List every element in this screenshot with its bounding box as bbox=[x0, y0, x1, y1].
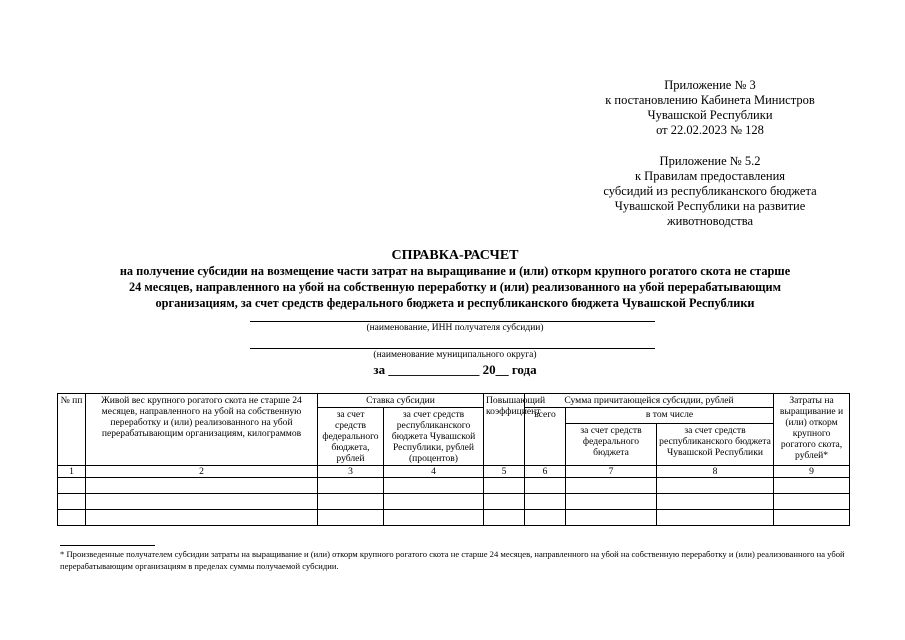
table-row bbox=[58, 478, 850, 494]
header-no: № пп bbox=[58, 394, 86, 466]
table-cell[interactable] bbox=[657, 478, 774, 494]
document-title: СПРАВКА-РАСЧЕТ bbox=[391, 248, 519, 263]
table-cell[interactable] bbox=[566, 510, 657, 526]
header-sum-federal: за счет средств федерального бюджета bbox=[566, 424, 657, 466]
appendix-5-2-line: к Правилам предоставления bbox=[634, 169, 786, 183]
table-cell[interactable] bbox=[86, 478, 318, 494]
appendix-5-2-line: животноводства bbox=[667, 214, 753, 228]
document-subtitle bbox=[40, 263, 870, 311]
table-cell[interactable] bbox=[525, 494, 566, 510]
column-number: 6 bbox=[525, 466, 566, 478]
header-including: в том числе bbox=[566, 408, 774, 424]
table-cell[interactable] bbox=[774, 510, 850, 526]
column-number: 9 bbox=[774, 466, 850, 478]
table-cell[interactable] bbox=[484, 510, 525, 526]
appendix-5-2-line: Приложение № 5.2 bbox=[659, 154, 761, 168]
appendix-5-2-line: Чувашской Республики на развитие bbox=[614, 199, 806, 213]
table-row bbox=[58, 494, 850, 510]
recipient-input-line[interactable] bbox=[250, 321, 655, 322]
table-cell[interactable] bbox=[86, 494, 318, 510]
column-number: 8 bbox=[657, 466, 774, 478]
header-rate-group: Ставка субсидии bbox=[318, 394, 484, 408]
column-number: 7 bbox=[566, 466, 657, 478]
reporting-period: за ______________ 20__ года bbox=[373, 362, 537, 377]
appendix-3-line: Чувашской Республики bbox=[647, 108, 773, 122]
appendix-5-2-line: субсидий из республиканского бюджета bbox=[603, 184, 817, 198]
table-cell[interactable] bbox=[484, 478, 525, 494]
header-sum-total: всего bbox=[525, 408, 566, 466]
table-cell[interactable] bbox=[318, 510, 384, 526]
column-number: 1 bbox=[58, 466, 86, 478]
table-cell[interactable] bbox=[566, 478, 657, 494]
column-number: 5 bbox=[484, 466, 525, 478]
header-rate-federal: за счет средств федерального бюджета, рублей bbox=[318, 408, 384, 466]
subtitle-line: 24 месяцев, направленного на убой на собственную переработку и (или) реализованного на убой перерабатывающим bbox=[128, 280, 782, 294]
table-cell[interactable] bbox=[484, 494, 525, 510]
table-cell[interactable] bbox=[58, 510, 86, 526]
column-number: 2 bbox=[86, 466, 318, 478]
header-weight: Живой вес крупного рогатого скота не старше 24 месяцев, направленного на убой на собственную переработку и (или) реализованного на убой перерабатывающим организациям, килограммов bbox=[86, 394, 318, 466]
appendix-3-block bbox=[560, 78, 860, 138]
appendix-3-line: Приложение № 3 bbox=[664, 78, 756, 92]
header-rate-republic: за счет средств республиканского бюджета Чувашской Республики, рублей (процентов) bbox=[384, 408, 484, 466]
table-cell[interactable] bbox=[384, 478, 484, 494]
table-cell[interactable] bbox=[525, 510, 566, 526]
footnote: * Произведенные получателем субсидии затраты на выращивание и (или) откорм крупного рогатого скота не старше 24 месяцев, направленного на убой на собственную переработку и (или) реализованного на убой перерабатывающим организациям в пределах суммы получаемой субсидии. bbox=[60, 549, 845, 571]
appendix-3-line: к постановлению Кабинета Министров bbox=[605, 93, 815, 107]
table-cell[interactable] bbox=[58, 494, 86, 510]
table-cell[interactable] bbox=[318, 478, 384, 494]
subtitle-line: организациям, за счет средств федерального бюджета и республиканского бюджета Чувашской Республики bbox=[155, 296, 755, 310]
appendix-3-line: от 22.02.2023 № 128 bbox=[656, 123, 764, 137]
table-cell[interactable] bbox=[384, 510, 484, 526]
header-sum-group: Сумма причитающейся субсидии, рублей bbox=[525, 394, 774, 408]
table-cell[interactable] bbox=[774, 478, 850, 494]
table-cell[interactable] bbox=[384, 494, 484, 510]
table-cell[interactable] bbox=[657, 510, 774, 526]
footnote-separator bbox=[60, 545, 155, 546]
column-number: 3 bbox=[318, 466, 384, 478]
header-costs: Затраты на выращивание и (или) откорм крупного рогатого скота, рублей* bbox=[774, 394, 850, 466]
district-caption: (наименование муниципального округа) bbox=[373, 350, 537, 360]
district-input-line[interactable] bbox=[250, 348, 655, 349]
calculation-table bbox=[57, 393, 850, 526]
subtitle-line: на получение субсидии на возмещение части затрат на выращивание и (или) откорм крупного рогатого скота не старше bbox=[119, 264, 791, 278]
table-cell[interactable] bbox=[58, 478, 86, 494]
column-number: 4 bbox=[384, 466, 484, 478]
column-number-row bbox=[58, 466, 850, 478]
header-sum-republic: за счет средств республиканского бюджета Чувашской Республики bbox=[657, 424, 774, 466]
table-header-row bbox=[58, 394, 850, 408]
recipient-caption: (наименование, ИНН получателя субсидии) bbox=[366, 323, 544, 333]
table-cell[interactable] bbox=[86, 510, 318, 526]
appendix-5-2-block bbox=[560, 154, 860, 229]
table-cell[interactable] bbox=[774, 494, 850, 510]
table-cell[interactable] bbox=[566, 494, 657, 510]
table-cell[interactable] bbox=[525, 478, 566, 494]
header-coefficient: Повышающий коэффициент bbox=[484, 394, 525, 466]
table-row bbox=[58, 510, 850, 526]
table-cell[interactable] bbox=[318, 494, 384, 510]
table-cell[interactable] bbox=[657, 494, 774, 510]
